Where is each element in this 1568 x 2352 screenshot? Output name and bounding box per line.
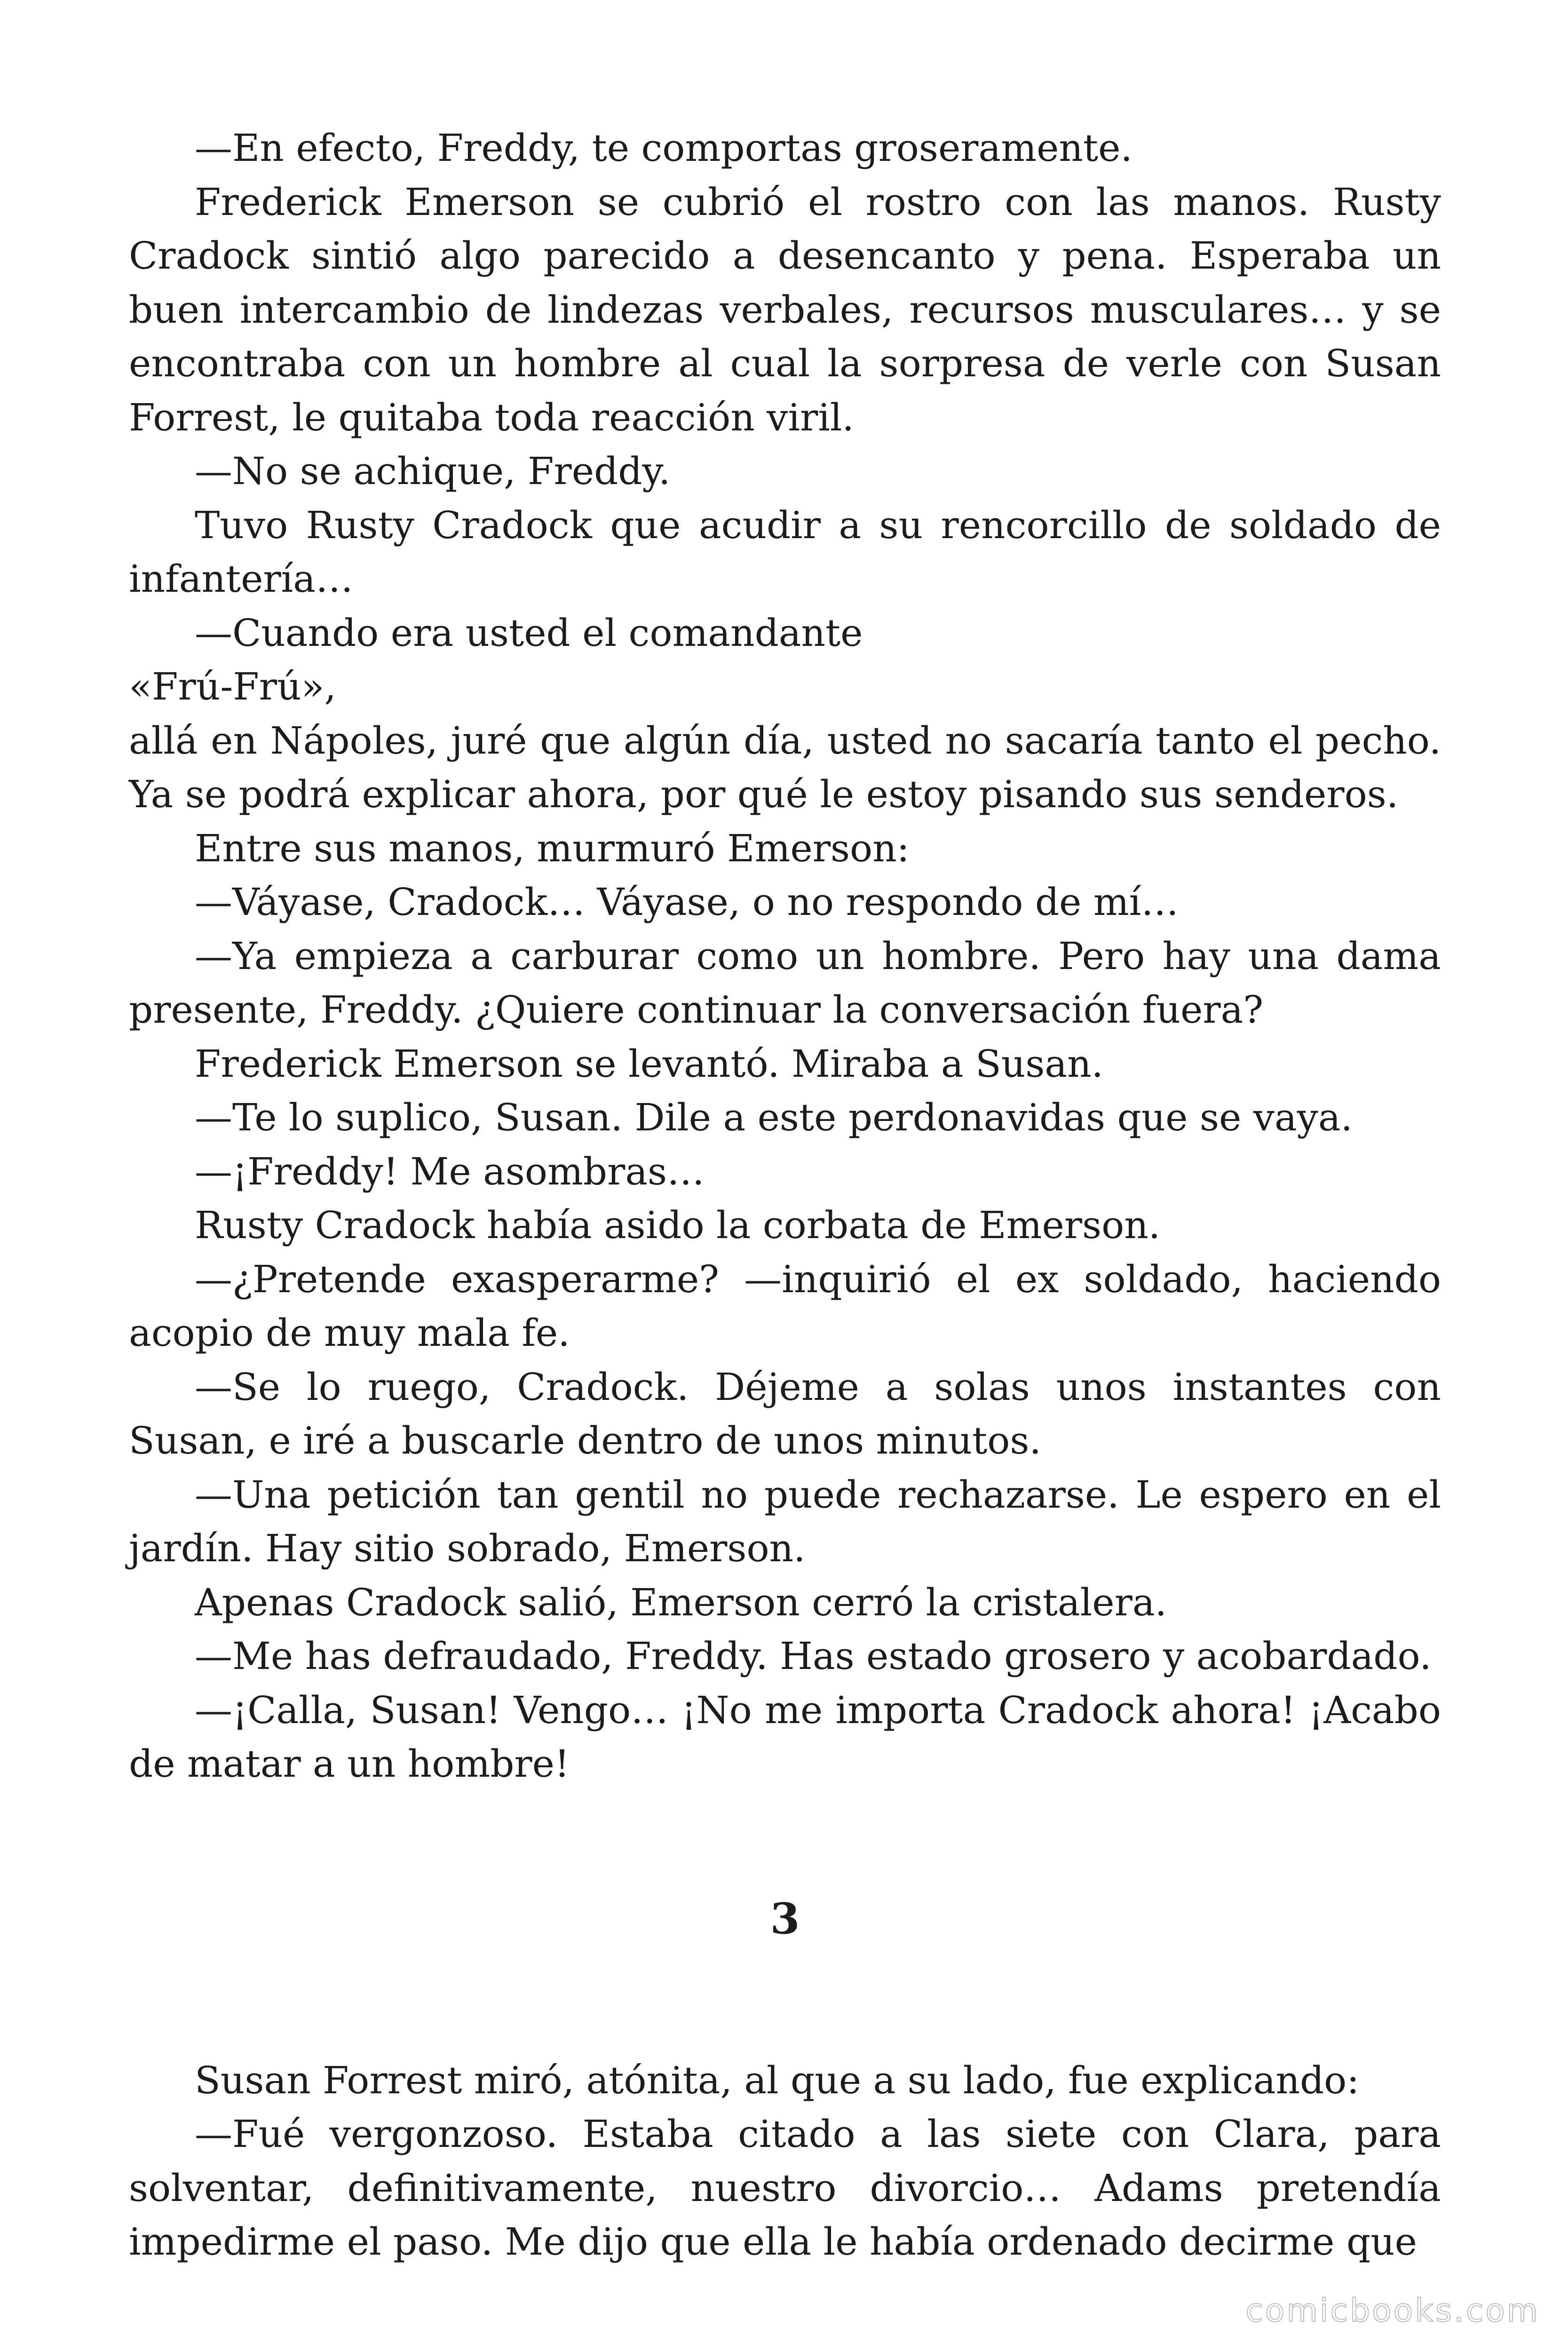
paragraph: —¿Pretende exasperarme? —inquirió el ex soldado, haciendo acopio de muy mala fe. (129, 1257, 1441, 1355)
paragraph: Tuvo Rusty Cradock que acudir a su rencorcillo de soldado de infantería… (129, 503, 1441, 601)
paragraph: Susan Forrest miró, atónita, al que a su lado, fue explicando: (195, 2058, 1360, 2102)
watermark: comicbooks.com (1245, 2292, 1540, 2329)
paragraph: Frederick Emerson se cubrió el rostro con las manos. Rusty Cradock sintió algo parecido a desencanto y pena. Esperaba un buen intercambio de lindezas verbales, recursos musculares… y se encontraba con un hombre al cual la sorpresa de verle con Susan Forrest, le quitaba toda reacción viril. (129, 180, 1441, 439)
paragraph: —Una petición tan gentil no puede rechazarse. Le espero en el jardín. Hay sitio sobrado, Emerson. (129, 1472, 1441, 1570)
paragraph: —Se lo ruego, Cradock. Déjeme a solas unos instantes con Susan, e iré a buscarle dentro de unos minutos. (129, 1365, 1441, 1462)
paragraph: —En efecto, Freddy, te comportas groseramente. (195, 126, 1132, 170)
paragraph: —Cuando era usted el comandante (195, 611, 863, 655)
paragraph: —No se achique, Freddy. (195, 449, 671, 493)
paragraph: —¡Freddy! Me asombras… (195, 1149, 705, 1193)
page-text (129, 121, 1441, 2269)
paragraph: Frederick Emerson se levantó. Miraba a Susan. (195, 1041, 1104, 1086)
paragraph: Entre sus manos, murmuró Emerson: (195, 826, 910, 870)
paragraph: —Me has defraudado, Freddy. Has estado grosero y acobardado. (195, 1634, 1432, 1678)
paragraph: —Te lo suplico, Susan. Dile a este perdonavidas que se vaya. (195, 1096, 1353, 1139)
paragraph: —Fué vergonzoso. Estaba citado a las siete con Clara, para solventar, definitivamente, nuestro divorcio… Adams pretendía impedirme el paso. Me dijo que ella le había ordenado decirme que (129, 2112, 1441, 2264)
chapter-number: 3 (770, 1893, 800, 1944)
paragraph: —Ya empieza a carburar como un hombre. Pero hay una dama presente, Freddy. ¿Quiere continuar la conversación fuera? (129, 934, 1441, 1032)
paragraph: «Frú-Frú», (129, 665, 336, 708)
paragraph: allá en Nápoles, juré que algún día, usted no sacaría tanto el pecho. Ya se podrá explicar ahora, por qué le estoy pisando sus senderos. (129, 718, 1441, 816)
paragraph: Rusty Cradock había asido la corbata de Emerson. (195, 1203, 1161, 1247)
paragraph: Apenas Cradock salió, Emerson cerró la cristalera. (195, 1580, 1167, 1624)
paragraph: —¡Calla, Susan! Vengo… ¡No me importa Cradock ahora! ¡Acabo de matar a un hombre! (129, 1688, 1441, 1786)
paragraph: —Váyase, Cradock… Váyase, o no respondo de mí… (195, 880, 1179, 924)
